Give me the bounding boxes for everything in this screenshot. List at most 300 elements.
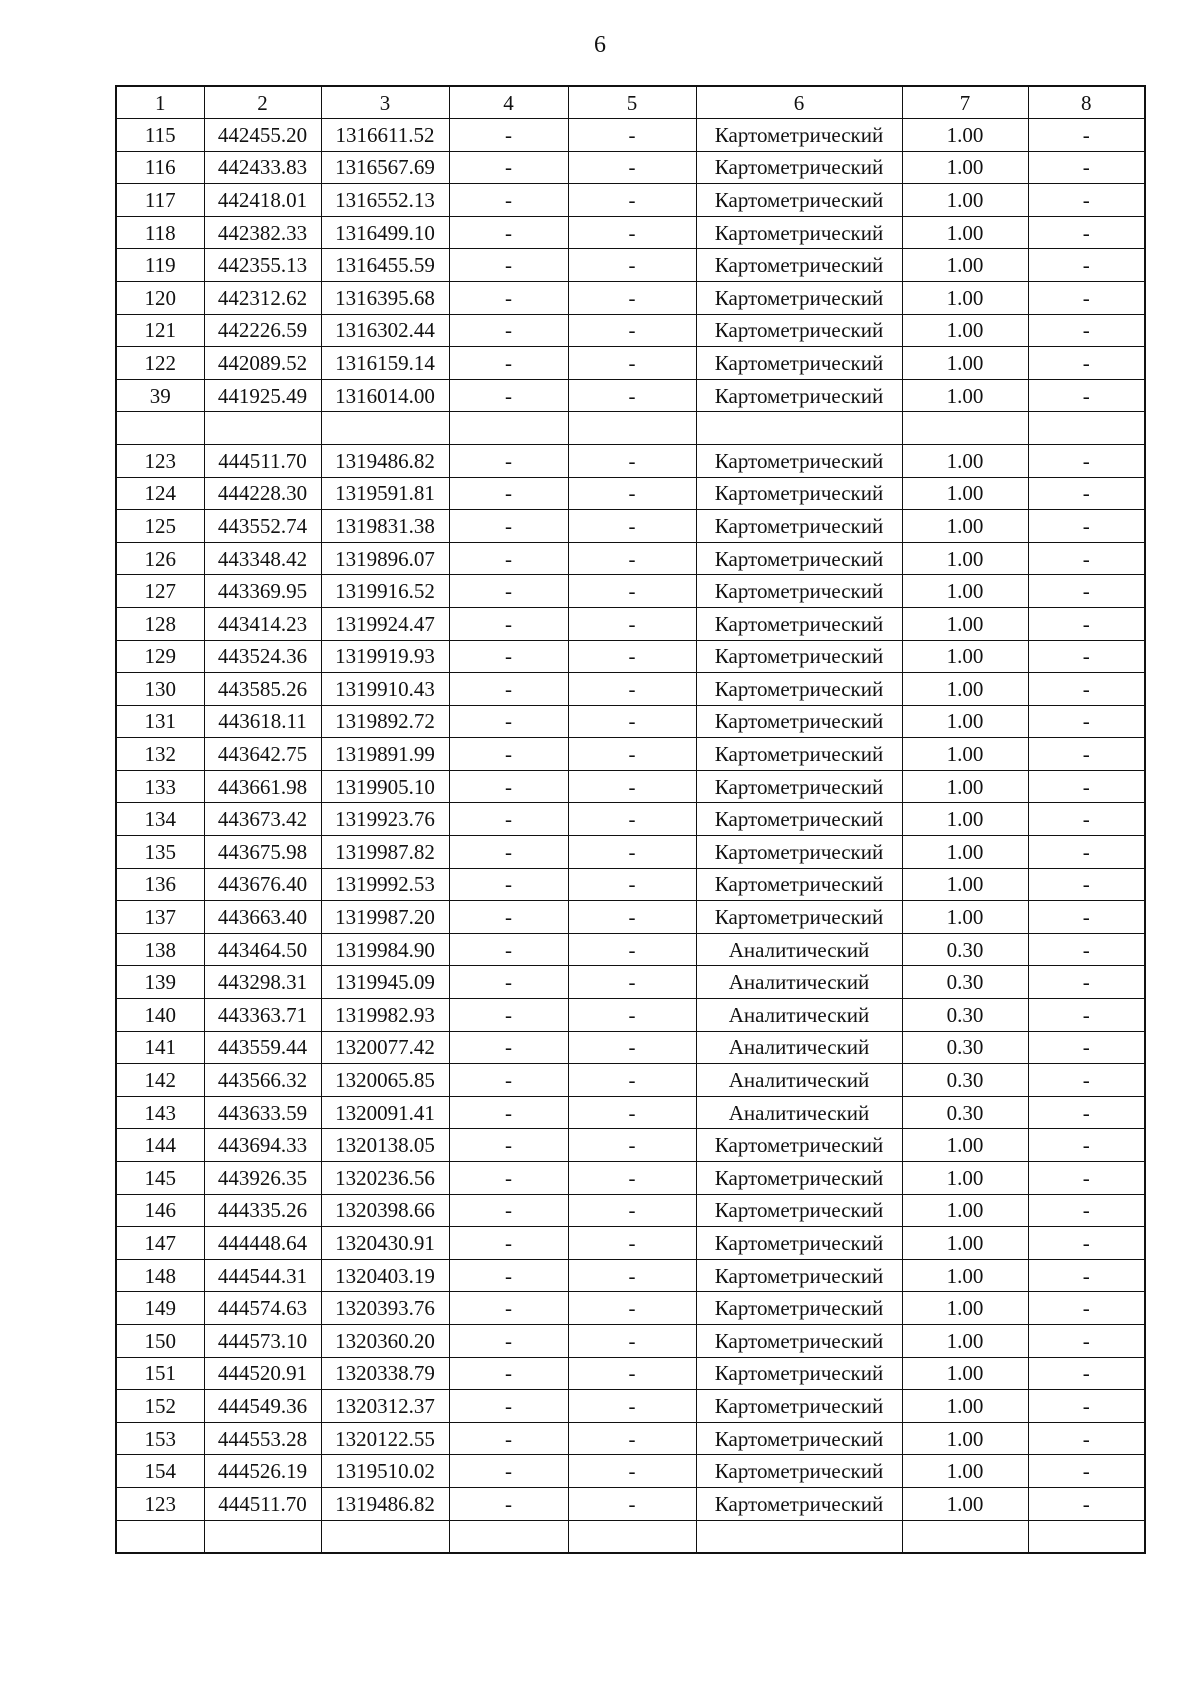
table-cell: 119	[116, 249, 204, 282]
table-cell: -	[1028, 575, 1145, 608]
table-cell: 442418.01	[204, 184, 321, 217]
table-cell: -	[1028, 901, 1145, 934]
table-cell: 1.00	[902, 1357, 1028, 1390]
table-cell: -	[1028, 607, 1145, 640]
table-cell: -	[449, 249, 568, 282]
table-cell	[902, 1520, 1028, 1553]
table-cell: Аналитический	[696, 1096, 902, 1129]
table-cell: Картометрический	[696, 836, 902, 869]
table-cell: 1.00	[902, 738, 1028, 771]
table-cell: 1319992.53	[321, 868, 449, 901]
table-cell: 1.00	[902, 314, 1028, 347]
table-cell: 139	[116, 966, 204, 999]
table-cell: -	[568, 216, 696, 249]
table-cell	[568, 1520, 696, 1553]
table-cell: Картометрический	[696, 673, 902, 706]
table-cell: -	[449, 1292, 568, 1325]
table-cell: -	[1028, 1194, 1145, 1227]
table-cell: 1319486.82	[321, 1487, 449, 1520]
table-cell: 1.00	[902, 542, 1028, 575]
table-cell: -	[568, 510, 696, 543]
table-cell	[568, 412, 696, 445]
table-cell: -	[568, 803, 696, 836]
table-cell: 443464.50	[204, 933, 321, 966]
table-cell: -	[568, 1390, 696, 1423]
table-cell: 1.00	[902, 216, 1028, 249]
table-cell: -	[449, 1162, 568, 1195]
column-header: 5	[568, 86, 696, 119]
table-cell: -	[1028, 966, 1145, 999]
table-cell: 1320360.20	[321, 1324, 449, 1357]
table-cell: 1319891.99	[321, 738, 449, 771]
table-cell: -	[568, 281, 696, 314]
table-cell: 1319987.82	[321, 836, 449, 869]
table-row	[116, 347, 1145, 380]
table-cell: 443524.36	[204, 640, 321, 673]
page-number: 6	[594, 32, 606, 58]
table-cell: -	[1028, 1487, 1145, 1520]
table-cell: 115	[116, 119, 204, 152]
table-cell: 131	[116, 705, 204, 738]
table-row	[116, 999, 1145, 1032]
table-cell: 1.00	[902, 1194, 1028, 1227]
table-cell: -	[1028, 1324, 1145, 1357]
table-body	[116, 119, 1145, 1554]
table-cell: 1.00	[902, 673, 1028, 706]
table-cell: 125	[116, 510, 204, 543]
table-cell: -	[449, 1390, 568, 1423]
table-row	[116, 868, 1145, 901]
table-cell: -	[1028, 1064, 1145, 1097]
table-cell: Картометрический	[696, 379, 902, 412]
table-cell: Картометрический	[696, 1487, 902, 1520]
table-cell: 145	[116, 1162, 204, 1195]
table-cell: -	[568, 1194, 696, 1227]
table-cell: Картометрический	[696, 1390, 902, 1423]
table-cell: Картометрический	[696, 281, 902, 314]
table-cell: Картометрический	[696, 607, 902, 640]
table-cell: -	[568, 705, 696, 738]
table-cell: 1.00	[902, 1292, 1028, 1325]
table-row	[116, 184, 1145, 217]
table-cell: -	[568, 542, 696, 575]
table-cell	[321, 1520, 449, 1553]
table-cell: -	[449, 640, 568, 673]
table-cell: 443663.40	[204, 901, 321, 934]
table-cell: 152	[116, 1390, 204, 1423]
table-cell	[116, 412, 204, 445]
table-cell: Картометрический	[696, 1227, 902, 1260]
table-cell: -	[449, 1129, 568, 1162]
table-cell: -	[1028, 738, 1145, 771]
table-cell: -	[449, 999, 568, 1032]
table-cell: -	[449, 1227, 568, 1260]
table-cell: 1316611.52	[321, 119, 449, 152]
table-cell: 444574.63	[204, 1292, 321, 1325]
table-cell: -	[1028, 1227, 1145, 1260]
table-cell: -	[568, 151, 696, 184]
table-cell: -	[568, 1487, 696, 1520]
table-cell: Картометрический	[696, 770, 902, 803]
table-cell: Аналитический	[696, 1064, 902, 1097]
table-cell: 0.30	[902, 999, 1028, 1032]
table-cell: -	[449, 836, 568, 869]
table-cell: -	[449, 542, 568, 575]
table-cell: Картометрический	[696, 151, 902, 184]
table-cell	[116, 1520, 204, 1553]
table-row	[116, 770, 1145, 803]
table-cell: 1320312.37	[321, 1390, 449, 1423]
table-cell: Картометрический	[696, 640, 902, 673]
table-cell: -	[1028, 1292, 1145, 1325]
table-row	[116, 314, 1145, 347]
table-cell: -	[1028, 216, 1145, 249]
table-cell: Картометрический	[696, 1162, 902, 1195]
table-cell: Аналитический	[696, 1031, 902, 1064]
table-cell: -	[568, 738, 696, 771]
table-cell: -	[449, 119, 568, 152]
table-cell: 132	[116, 738, 204, 771]
table-cell: -	[449, 738, 568, 771]
table-cell: -	[449, 444, 568, 477]
table-cell: Картометрический	[696, 901, 902, 934]
table-cell: 443618.11	[204, 705, 321, 738]
table-row	[116, 1096, 1145, 1129]
table-row	[116, 1162, 1145, 1195]
table-cell: -	[449, 1487, 568, 1520]
table-cell: Картометрический	[696, 314, 902, 347]
table-cell: 1319987.20	[321, 901, 449, 934]
table-row	[116, 216, 1145, 249]
table-cell: -	[449, 510, 568, 543]
table-cell: 1319945.09	[321, 966, 449, 999]
table-cell: -	[568, 1031, 696, 1064]
table-cell: 136	[116, 868, 204, 901]
table-cell: 1.00	[902, 1324, 1028, 1357]
table-cell: -	[1028, 477, 1145, 510]
table-cell: Картометрический	[696, 1357, 902, 1390]
table-cell: -	[449, 933, 568, 966]
table-cell: Картометрический	[696, 1194, 902, 1227]
table-cell: 1320403.19	[321, 1259, 449, 1292]
table-cell: 1316159.14	[321, 347, 449, 380]
column-header: 2	[204, 86, 321, 119]
table-cell: 1.00	[902, 901, 1028, 934]
table-row	[116, 575, 1145, 608]
table-header-row	[116, 86, 1145, 119]
table-cell	[204, 412, 321, 445]
table-cell: 1.00	[902, 151, 1028, 184]
table-cell: -	[1028, 1129, 1145, 1162]
table-cell: -	[1028, 1162, 1145, 1195]
table-row	[116, 607, 1145, 640]
table-cell: 1.00	[902, 836, 1028, 869]
table-cell: -	[568, 347, 696, 380]
table-cell: 1320065.85	[321, 1064, 449, 1097]
table-cell: Аналитический	[696, 966, 902, 999]
table-cell: -	[568, 1129, 696, 1162]
table-cell: -	[1028, 184, 1145, 217]
table-cell: 1316499.10	[321, 216, 449, 249]
table-cell: 442455.20	[204, 119, 321, 152]
table-cell: 138	[116, 933, 204, 966]
table-cell: 1.00	[902, 1129, 1028, 1162]
table-cell: -	[1028, 1096, 1145, 1129]
table-cell	[1028, 412, 1145, 445]
table-cell: 443633.59	[204, 1096, 321, 1129]
table-row	[116, 803, 1145, 836]
table-cell: 1319984.90	[321, 933, 449, 966]
table-row	[116, 119, 1145, 152]
table-cell: Картометрический	[696, 1422, 902, 1455]
table-cell: 1316014.00	[321, 379, 449, 412]
table-cell: 1319910.43	[321, 673, 449, 706]
table-cell: 1319486.82	[321, 444, 449, 477]
table-cell: 444526.19	[204, 1455, 321, 1488]
column-header: 4	[449, 86, 568, 119]
table-cell: 1.00	[902, 640, 1028, 673]
table-cell: 128	[116, 607, 204, 640]
table-cell	[449, 1520, 568, 1553]
table-cell: 1319982.93	[321, 999, 449, 1032]
table-row	[116, 673, 1145, 706]
table-cell: 120	[116, 281, 204, 314]
table-cell: -	[449, 1031, 568, 1064]
table-cell: -	[1028, 281, 1145, 314]
table-cell: 444448.64	[204, 1227, 321, 1260]
table-row	[116, 1129, 1145, 1162]
table-cell: -	[1028, 542, 1145, 575]
table-cell	[449, 412, 568, 445]
table-cell: -	[449, 705, 568, 738]
table-cell: 1320338.79	[321, 1357, 449, 1390]
table-cell: 149	[116, 1292, 204, 1325]
table-row	[116, 249, 1145, 282]
table-cell: -	[568, 1227, 696, 1260]
table-cell: -	[449, 1357, 568, 1390]
table-cell: 442355.13	[204, 249, 321, 282]
table-cell: 1319905.10	[321, 770, 449, 803]
table-cell: 1.00	[902, 510, 1028, 543]
column-header: 3	[321, 86, 449, 119]
table-cell: Картометрический	[696, 1129, 902, 1162]
table-cell: 443661.98	[204, 770, 321, 803]
table-cell: 1.00	[902, 575, 1028, 608]
table-cell: 1.00	[902, 347, 1028, 380]
table-cell: -	[1028, 933, 1145, 966]
table-cell: Картометрический	[696, 542, 902, 575]
table-cell: 442433.83	[204, 151, 321, 184]
table-cell: -	[568, 640, 696, 673]
table-cell: Картометрический	[696, 738, 902, 771]
table-cell: -	[449, 151, 568, 184]
table-cell: -	[449, 1096, 568, 1129]
table-cell: 444511.70	[204, 1487, 321, 1520]
table-cell: 442226.59	[204, 314, 321, 347]
table-cell: -	[568, 1292, 696, 1325]
table-cell: 153	[116, 1422, 204, 1455]
table-cell: -	[568, 966, 696, 999]
table-cell	[321, 412, 449, 445]
table-cell: -	[449, 607, 568, 640]
table-cell: 130	[116, 673, 204, 706]
table-cell: 124	[116, 477, 204, 510]
table-cell: -	[1028, 379, 1145, 412]
table-cell: -	[568, 1162, 696, 1195]
table-cell: 127	[116, 575, 204, 608]
table-cell: 443566.32	[204, 1064, 321, 1097]
table-cell: 443694.33	[204, 1129, 321, 1162]
table-cell: 443559.44	[204, 1031, 321, 1064]
table-cell: Картометрический	[696, 1455, 902, 1488]
table-cell: -	[449, 477, 568, 510]
table-cell: 135	[116, 836, 204, 869]
column-header: 7	[902, 86, 1028, 119]
table-cell: -	[449, 966, 568, 999]
table-cell: 443552.74	[204, 510, 321, 543]
table-cell: 39	[116, 379, 204, 412]
table-cell: 1320077.42	[321, 1031, 449, 1064]
table-cell: 443369.95	[204, 575, 321, 608]
table-cell: -	[449, 673, 568, 706]
table-cell: -	[1028, 1357, 1145, 1390]
table-cell: -	[568, 901, 696, 934]
table-row	[116, 151, 1145, 184]
table-cell: 1319916.52	[321, 575, 449, 608]
table-cell: 141	[116, 1031, 204, 1064]
table-cell: Картометрический	[696, 249, 902, 282]
table-cell: 144	[116, 1129, 204, 1162]
table-cell	[696, 1520, 902, 1553]
table-cell: -	[1028, 347, 1145, 380]
table-cell: 444549.36	[204, 1390, 321, 1423]
table-cell: 443414.23	[204, 607, 321, 640]
table-cell: 143	[116, 1096, 204, 1129]
table-cell: 441925.49	[204, 379, 321, 412]
table-cell: Картометрический	[696, 575, 902, 608]
table-cell: -	[568, 1422, 696, 1455]
table-cell: -	[449, 1194, 568, 1227]
table-cell: Аналитический	[696, 999, 902, 1032]
table-cell: 1.00	[902, 379, 1028, 412]
table-cell: 154	[116, 1455, 204, 1488]
table-row	[116, 901, 1145, 934]
table-cell: 1319923.76	[321, 803, 449, 836]
table-cell: 151	[116, 1357, 204, 1390]
table-cell: 1.00	[902, 1390, 1028, 1423]
table-cell: -	[568, 1064, 696, 1097]
table-cell: Картометрический	[696, 510, 902, 543]
table-cell: -	[568, 1357, 696, 1390]
table-cell: 117	[116, 184, 204, 217]
table-cell: Картометрический	[696, 184, 902, 217]
table-cell: -	[568, 1324, 696, 1357]
table-cell: 121	[116, 314, 204, 347]
table-cell: -	[449, 1259, 568, 1292]
table-cell: 1.00	[902, 119, 1028, 152]
table-row	[116, 444, 1145, 477]
table-cell: 444511.70	[204, 444, 321, 477]
table-cell: -	[1028, 803, 1145, 836]
column-header: 1	[116, 86, 204, 119]
column-header: 6	[696, 86, 902, 119]
table-cell: 1.00	[902, 1259, 1028, 1292]
table-cell: -	[449, 281, 568, 314]
table-cell: -	[568, 249, 696, 282]
table-cell: 1.00	[902, 705, 1028, 738]
table-cell: 444335.26	[204, 1194, 321, 1227]
table-cell: -	[568, 184, 696, 217]
table-cell: -	[449, 379, 568, 412]
table-row	[116, 705, 1145, 738]
table-cell: Картометрический	[696, 1259, 902, 1292]
table-cell: -	[1028, 673, 1145, 706]
table-cell: -	[1028, 1455, 1145, 1488]
table-cell: -	[568, 933, 696, 966]
table-cell: 1.00	[902, 770, 1028, 803]
table-cell: Картометрический	[696, 1324, 902, 1357]
table-cell: 1316302.44	[321, 314, 449, 347]
table-cell: -	[568, 999, 696, 1032]
table-cell: 1320393.76	[321, 1292, 449, 1325]
table-row	[116, 1357, 1145, 1390]
table-row	[116, 738, 1145, 771]
table-cell: 142	[116, 1064, 204, 1097]
table-row	[116, 1031, 1145, 1064]
table-cell: 444553.28	[204, 1422, 321, 1455]
table-row	[116, 412, 1145, 445]
table-cell: 444228.30	[204, 477, 321, 510]
table-cell: 1.00	[902, 249, 1028, 282]
table-cell: 1319510.02	[321, 1455, 449, 1488]
table-cell: Картометрический	[696, 347, 902, 380]
table-cell: 443673.42	[204, 803, 321, 836]
table-row	[116, 1227, 1145, 1260]
table-cell	[1028, 1520, 1145, 1553]
table-cell: 444544.31	[204, 1259, 321, 1292]
table-row	[116, 1194, 1145, 1227]
table-cell: 1316395.68	[321, 281, 449, 314]
table-cell: -	[1028, 1259, 1145, 1292]
table-cell: 1319919.93	[321, 640, 449, 673]
table-cell: -	[568, 1259, 696, 1292]
table-cell: 1320122.55	[321, 1422, 449, 1455]
table-row	[116, 933, 1145, 966]
table-cell: -	[449, 1455, 568, 1488]
table-cell: -	[449, 1422, 568, 1455]
table-cell: 444520.91	[204, 1357, 321, 1390]
table-cell: 0.30	[902, 933, 1028, 966]
table-cell: 147	[116, 1227, 204, 1260]
table-cell: 1316552.13	[321, 184, 449, 217]
table-cell: 442312.62	[204, 281, 321, 314]
table-row	[116, 1520, 1145, 1553]
table-row	[116, 1487, 1145, 1520]
table-cell: 1319924.47	[321, 607, 449, 640]
table-cell: 1.00	[902, 281, 1028, 314]
table-cell: 1.00	[902, 1487, 1028, 1520]
table-row	[116, 379, 1145, 412]
table-cell: 146	[116, 1194, 204, 1227]
table-row	[116, 477, 1145, 510]
table-cell: -	[449, 1064, 568, 1097]
table-cell: 0.30	[902, 1096, 1028, 1129]
table-row	[116, 1455, 1145, 1488]
table-cell	[204, 1520, 321, 1553]
table-cell: 1.00	[902, 803, 1028, 836]
table-cell: -	[568, 868, 696, 901]
table-cell: 1.00	[902, 477, 1028, 510]
